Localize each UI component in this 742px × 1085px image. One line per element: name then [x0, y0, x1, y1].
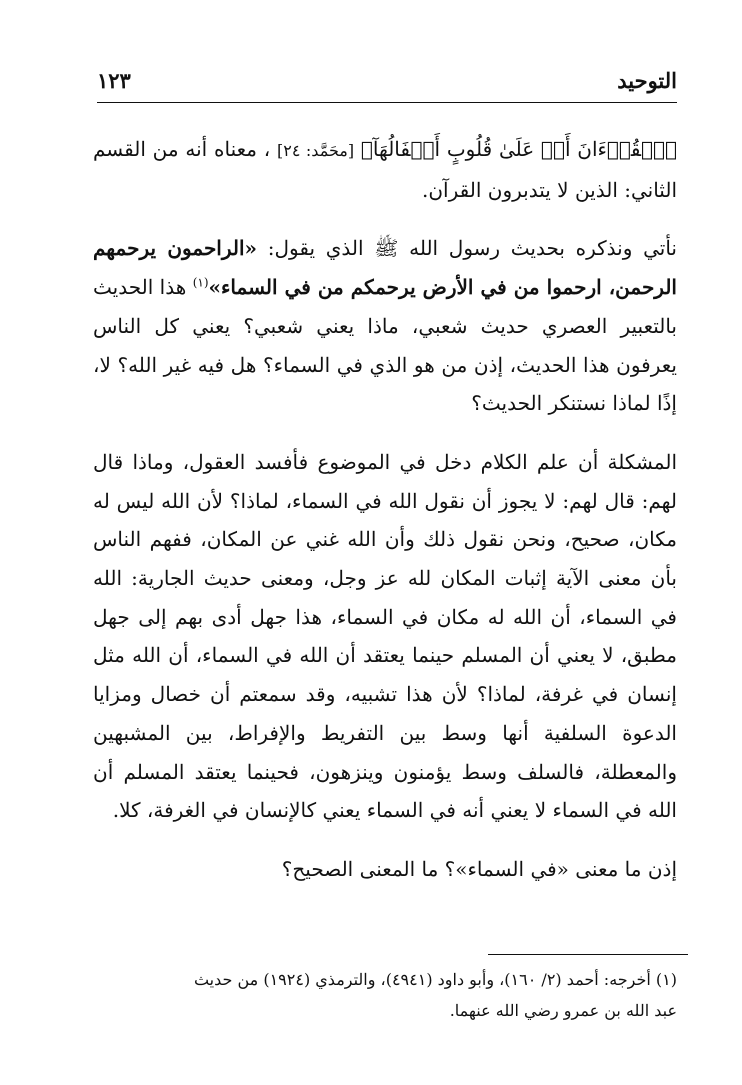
paragraph-kalam: [93, 443, 677, 830]
footnote-separator: [488, 954, 688, 955]
paragraph-text: هذا الحديث بالتعبير العصري حديث شعبي، ماذا يعني شعبي؟ يعني كل الناس يعرفون هذا الحديث، إذن من هو الذي في السماء؟ هل فيه غير الله؟ لا، إذًا لماذا نستنكر الحديث؟: [93, 275, 677, 416]
hadith-quote: «الراحمون يرحمهم الرحمن، ارحموا من في الأرض يرحمكم من في السماء»: [93, 236, 677, 300]
paragraph-text: نأتي ونذكره بحديث رسول الله ﷺ الذي يقول:: [257, 236, 677, 261]
paragraph-hadith: [93, 229, 677, 423]
quran-verse: ﭐلۡقُرۡءَانَ أَمۡ عَلَىٰ قُلُوبٍ أَقۡفَالُهَآ﴾: [360, 137, 678, 161]
footnote-line: (١) أخرجه: أحمد (٢/ ١٦٠)، وأبو داود (٤٩٤١)، والترمذي (١٩٢٤) من حديث: [193, 970, 677, 989]
footnotes: [93, 964, 677, 1026]
main-text: [93, 130, 677, 889]
book-title: التوحيد: [617, 68, 677, 93]
page-number: ١٢٣: [97, 68, 131, 93]
footnote-reference: (١): [192, 275, 209, 290]
surah-reference: [محَمَّد: ٢٤]: [276, 141, 355, 160]
paragraph-text: المشكلة أن علم الكلام دخل في الموضوع فأفسد العقول، وماذا قال لهم: قال لهم: لا يجوز أن نقول الله في السماء، لماذا؟ لأن الله ليس له مكان، صحيح، ونحن نقول ذلك وأن الله غني عن المكان، ففهم الناس بأن معنى الآية إثبات المكان لله عز وجل، ومعنى حديث الجارية: الله في السماء، أن الله له مكان في السماء، هذا جهل أدى بهم إلى جهل مطبق، لا يعني أن المسلم حينما يعتقد أن الله في السماء، أن الله مثل إنسان في غرفة، لماذا؟ لأن هذا تشبيه، وقد سمعتم أن خصال ومزايا الدعوة السلفية أنها وسط بين التفريط والإفراط، بين المشبهين والمعطلة، فالسلف وسط يؤمنون وينزهون، فحينما يعتقد المسلم أن الله في السماء لا يعني أنه في السماء يعني كالإنسان في الغرفة، كلا.: [93, 449, 678, 823]
footnote-line: عبد الله بن عمرو رضي الله عنهما.: [449, 1001, 677, 1020]
paragraph-text: إذن ما معنى «في السماء»؟ ما المعنى الصحيح؟: [281, 856, 677, 881]
paragraph-text: ، معناه أنه من القسم الثاني: الذين لا يتدبرون القرآن.: [93, 137, 677, 202]
running-header: [97, 62, 677, 103]
paragraph-quran: [93, 130, 677, 209]
paragraph-question: [93, 850, 677, 889]
